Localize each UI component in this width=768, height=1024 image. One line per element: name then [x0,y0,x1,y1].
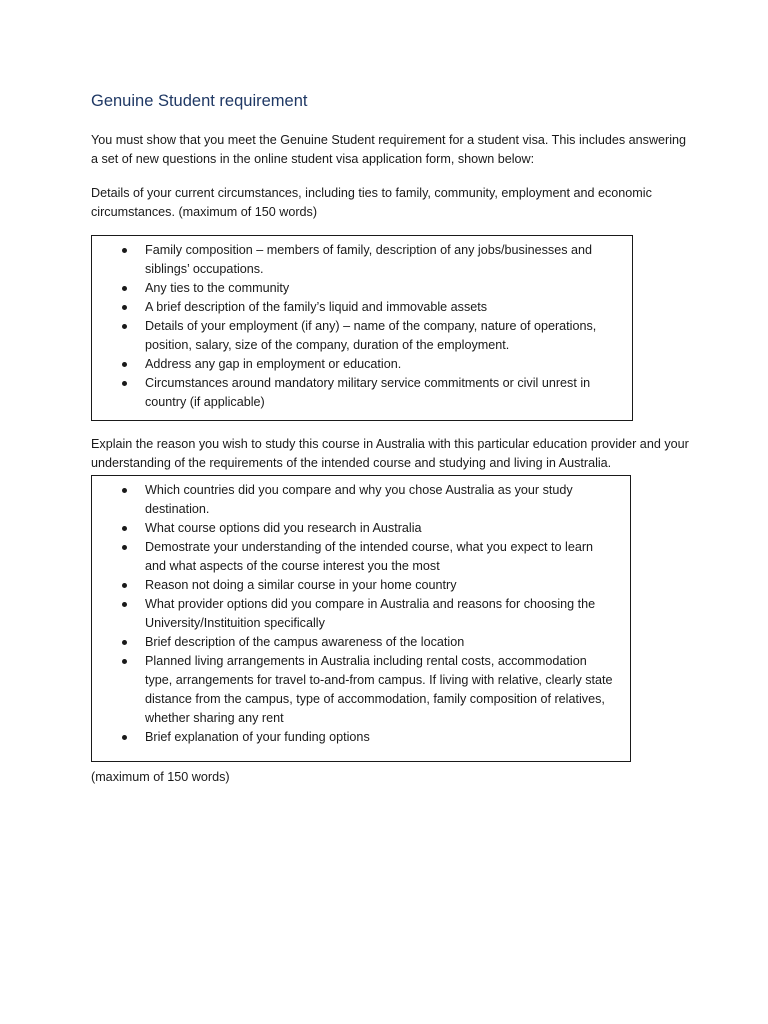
section1-prompt: Details of your current circumstances, including ties to family, community, employment and economic circumstances. (maximum of 150 words) [91,186,652,219]
list-item [92,576,630,595]
bullet-icon [122,362,127,367]
bullet-icon [122,583,127,588]
list-item-text: Brief explanation of your funding options [145,730,370,744]
list-item-text: Reason not doing a similar course in your home country [145,578,457,592]
list-item [92,538,630,576]
bullet-icon [122,735,127,740]
bullet-icon [122,305,127,310]
list-item-text: Demostrate your understanding of the intended course, what you expect to learn and what aspects of the course interest you the most [145,540,594,573]
list-item [92,652,630,728]
bullet-icon [122,324,127,329]
bullet-icon [122,545,127,550]
list-item-text: What course options did you research in Australia [145,521,422,535]
bullet-icon [122,248,127,253]
list-item [92,317,632,355]
list-item-text: Brief description of the campus awareness of the location [145,635,465,649]
list-item [92,481,630,519]
bullet-icon [122,488,127,493]
study-reasons-list [92,481,630,747]
list-item [92,374,632,412]
list-item-text: Which countries did you compare and why you chose Australia as your study destination. [145,483,573,516]
list-item [92,728,630,747]
bullet-icon [122,659,127,664]
list-item [92,519,630,538]
intro-paragraph: You must show that you meet the Genuine Student requirement for a student visa. This includes answering a set of new questions in the online student visa application form, shown below: [91,133,687,166]
list-item [92,595,630,633]
circumstances-list [92,241,632,412]
section2-prompt: Explain the reason you wish to study this course in Australia with this particular education provider and your understanding of the requirements of the intended course and studying and living in Australia. [91,437,689,470]
circumstances-box [91,235,633,421]
list-item [92,355,632,374]
list-item-text: Planned living arrangements in Australia including rental costs, accommodation type, arrangements for travel to-and-from campus. If living with relative, clearly state distance from the campus, type of accommodation, family composition of relatives, whether sharing any rent [145,654,613,725]
list-item-text: What provider options did you compare in Australia and reasons for choosing the University/Instituition specifically [145,597,596,630]
list-item [92,298,632,317]
list-item [92,633,630,652]
bullet-icon [122,602,127,607]
list-item [92,279,632,298]
list-item-text: Details of your employment (if any) – name of the company, nature of operations, position, salary, size of the company, duration of the employment. [145,319,597,352]
bullet-icon [122,640,127,645]
list-item-text: Circumstances around mandatory military service commitments or civil unrest in country (if applicable) [145,376,591,409]
list-item-text: Family composition – members of family, description of any jobs/businesses and siblings’ occupations. [145,243,593,276]
list-item-text: A brief description of the family’s liquid and immovable assets [145,300,488,314]
page-title: Genuine Student requirement [91,92,308,110]
bullet-icon [122,381,127,386]
section2-footer: (maximum of 150 words) [91,770,230,784]
list-item-text: Any ties to the community [145,281,290,295]
bullet-icon [122,286,127,291]
bullet-icon [122,526,127,531]
study-reasons-box [91,475,631,762]
list-item-text: Address any gap in employment or education. [145,357,402,371]
list-item [92,241,632,279]
